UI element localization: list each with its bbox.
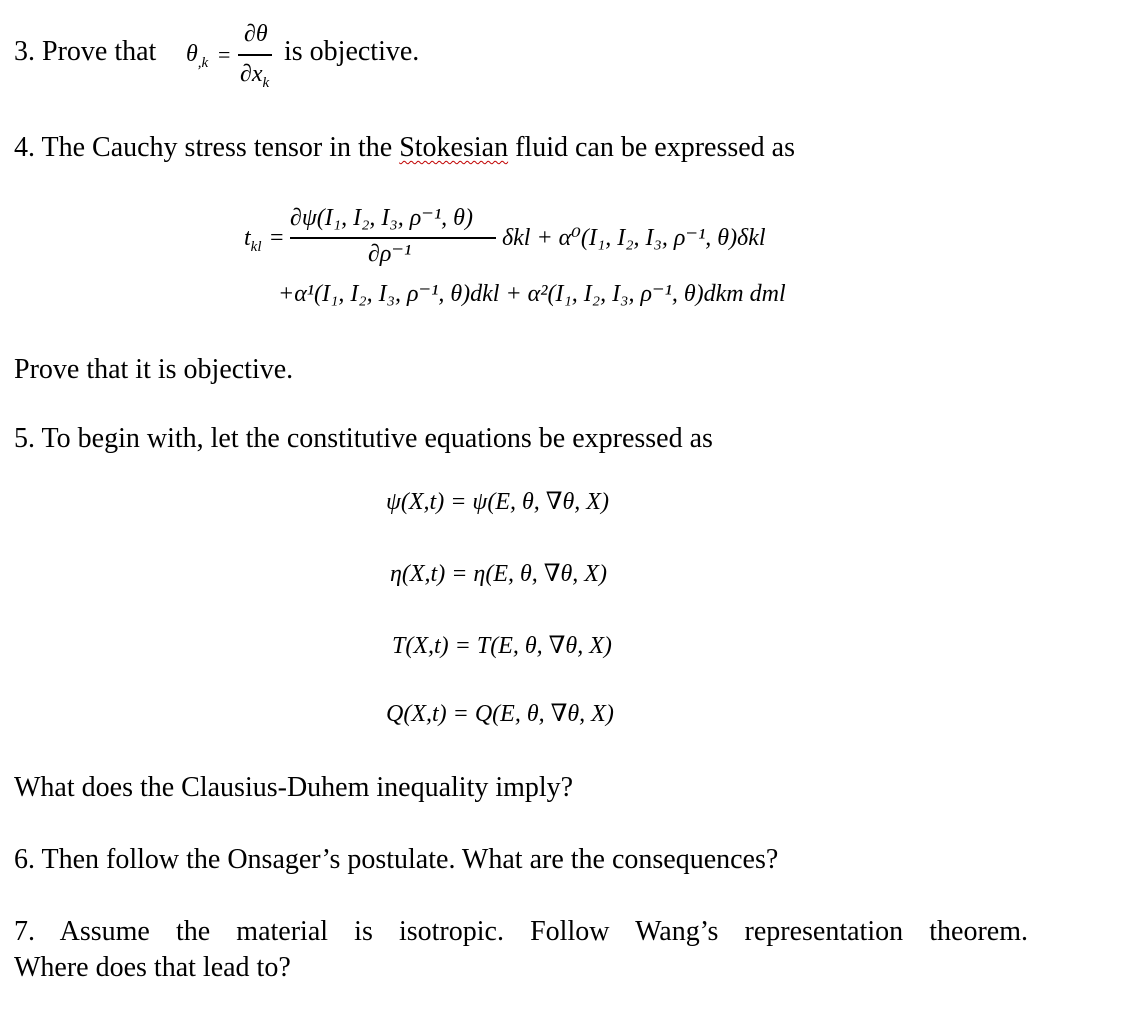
p7-line2: Where does that lead to? [14,952,291,983]
p5-question: What does the Clausius-Duhem inequality imply? [14,772,574,803]
p4-line1-rest: δkl + α⁰(I₁, I₂, I₃, ρ⁻¹, θ)δkl [502,225,766,251]
p3-numerator: ∂θ [244,21,268,47]
misspelled-word: Stokesian [399,132,509,163]
p5-eq-psi: ψ(X,t) = ψ(E, θ, ∇θ, X) [386,489,609,515]
p3-prefix: 3. Prove that [14,36,157,67]
p4-line2: +α¹(I₁, I₂, I₃, ρ⁻¹, θ)dkl + α²(I₁, I₂, I₃, ρ⁻¹, θ)dkm dml [278,281,786,307]
p3-suffix: is objective. [284,36,420,67]
p3-fraction-line [238,54,272,56]
p7-line1: 7. Assume the material is isotropic. Follow Wang’s representation theorem. [14,916,1028,947]
p4-prove: Prove that it is objective. [14,354,294,385]
p4-frac-denominator: ∂ρ⁻¹ [368,241,412,267]
p4-equals: = [270,225,284,251]
p5-eq-T: T(X,t) = T(E, θ, ∇θ, X) [392,633,612,659]
p4-frac-numerator: ∂ψ(I₁, I₂, I₃, ρ⁻¹, θ) [290,205,473,231]
p3-equals: = [218,42,231,67]
p5-intro: 5. To begin with, let the constitutive equations be expressed as [14,423,713,454]
p3-denominator: $\partial x_k$ [240,61,270,91]
p5-eq-eta: η(X,t) = η(E, θ, ∇θ, X) [390,561,607,587]
p5-eq-Q: Q(X,t) = Q(E, θ, ∇θ, X) [386,701,614,727]
p4-lhs: $t_{kl}$ [244,225,262,255]
p3-lhs: $\theta_{,k}$ [186,41,209,71]
p4-fraction-line [290,237,496,239]
p4-intro: 4. The Cauchy stress tensor in the Stokesian fluid can be expressed as [14,132,795,163]
p6-text: 6. Then follow the Onsager’s postulate. What are the consequences? [14,844,779,875]
